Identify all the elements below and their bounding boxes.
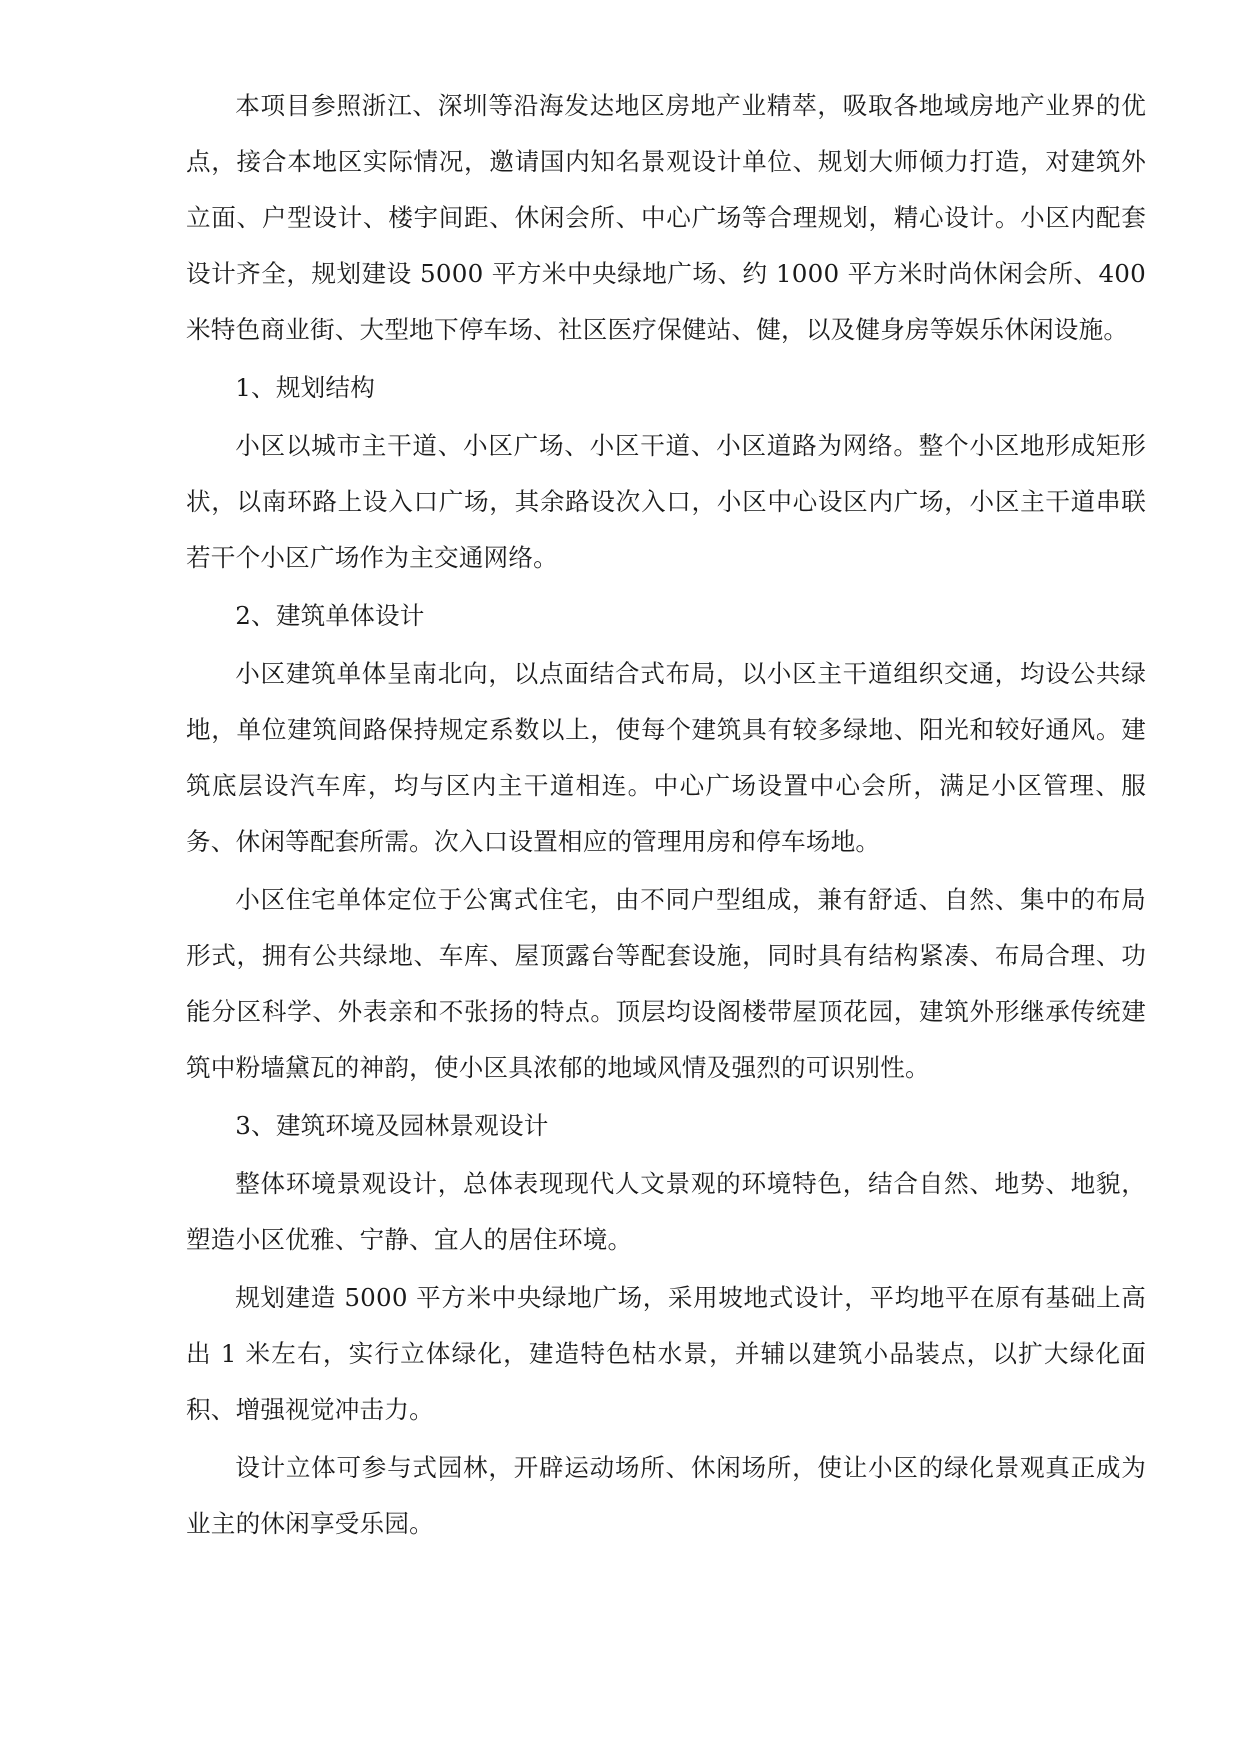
section1-paragraph: 小区以城市主干道、小区广场、小区干道、小区道路为网络。整个小区地形成矩形状，以南环路上设入口广场，其余路设次入口，小区中心设区内广场，小区主干道串联若干个小区广场作为主交通网络。 <box>186 431 1146 572</box>
section-heading-building-design: 2、建筑单体设计 <box>235 601 425 630</box>
section3-paragraph: 规划建造 5000 平方米中央绿地广场，采用坡地式设计，平均地平在原有基础上高出 1 米左右，实行立体绿化，建造特色枯水景，并辅以建筑小品装点，以扩大绿化面积、增强视觉冲击力。 <box>186 1283 1146 1424</box>
section-heading-planning-structure: 1、规划结构 <box>235 373 376 402</box>
section2-paragraph: 小区建筑单体呈南北向，以点面结合式布局，以小区主干道组织交通，均设公共绿地，单位建筑间路保持规定系数以上，使每个建筑具有较多绿地、阳光和较好通风。建筑底层设汽车库，均与区内主干道相连。中心广场设置中心会所，满足小区管理、服务、休闲等配套所需。次入口设置相应的管理用房和停车场地。 <box>186 659 1146 856</box>
section3-paragraph: 设计立体可参与式园林，开辟运动场所、休闲场所，使让小区的绿化景观真正成为业主的休闲享受乐园。 <box>186 1453 1146 1538</box>
section-heading-landscape-design: 3、建筑环境及园林景观设计 <box>235 1111 549 1140</box>
section2-paragraph: 小区住宅单体定位于公寓式住宅，由不同户型组成，兼有舒适、自然、集中的布局形式，拥有公共绿地、车库、屋顶露台等配套设施，同时具有结构紧凑、布局合理、功能分区科学、外表亲和不张扬的特点。顶层均设阁楼带屋顶花园，建筑外形继承传统建筑中粉墙黛瓦的神韵，使小区具浓郁的地域风情及强烈的可识别性。 <box>186 885 1146 1082</box>
document-page <box>186 78 1146 1554</box>
intro-paragraph: 本项目参照浙江、深圳等沿海发达地区房地产业精萃，吸取各地域房地产业界的优点，接合本地区实际情况，邀请国内知名景观设计单位、规划大师倾力打造，对建筑外立面、户型设计、楼宇间距、休闲会所、中心广场等合理规划，精心设计。小区内配套设计齐全，规划建设 5000 平方米中央绿地广场、约 1000 平方米时尚休闲会所、400 米特色商业街、大型地下停车场、社区医疗保健站、健，以及健身房等娱乐休闲设施。 <box>186 91 1146 344</box>
section3-paragraph: 整体环境景观设计，总体表现现代人文景观的环境特色，结合自然、地势、地貌，塑造小区优雅、宁静、宜人的居住环境。 <box>186 1169 1146 1254</box>
